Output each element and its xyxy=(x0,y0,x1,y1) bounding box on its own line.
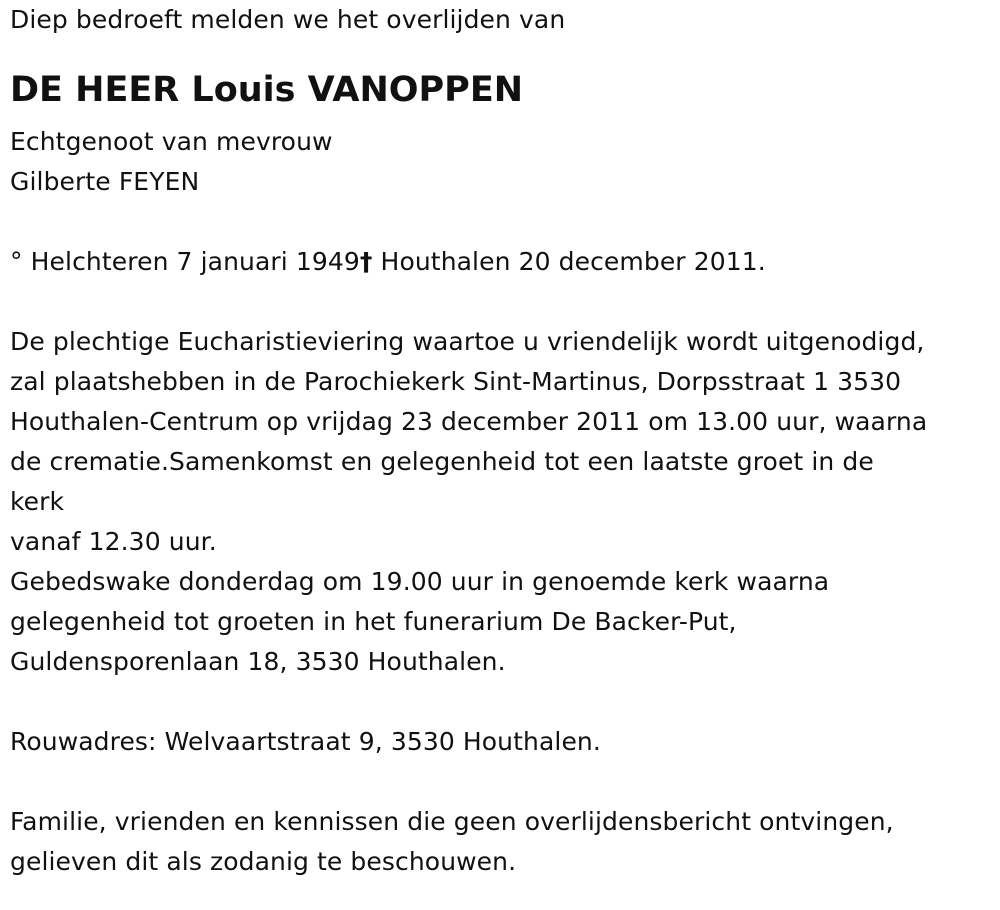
ceremony-line: Houthalen-Centrum op vrijdag 23 december 2011 om 13.00 uur, waarna xyxy=(10,407,928,436)
birth-death-line xyxy=(10,242,995,282)
spacer xyxy=(10,282,995,322)
ceremony-line: Gebedswake donderdag om 19.00 uur in genoemde kerk waarna xyxy=(10,567,830,596)
spacer xyxy=(10,40,995,58)
spacer xyxy=(10,762,995,802)
spacer xyxy=(10,202,995,242)
cross-icon: † xyxy=(359,247,373,276)
spouse-line-1: Echtgenoot van mevrouw xyxy=(10,127,333,156)
spacer xyxy=(10,682,995,722)
death-info: Houthalen 20 december 2011. xyxy=(380,247,766,276)
ceremony-line: kerk xyxy=(10,487,65,516)
deceased-name: DE HEER Louis VANOPPEN xyxy=(10,70,524,110)
closing-line-2: gelieven dit als zodanig te beschouwen. xyxy=(10,847,517,876)
birth-symbol: ° xyxy=(10,247,23,276)
spouse-line-2: Gilberte FEYEN xyxy=(10,167,200,196)
birth-info: Helchteren 7 januari 1949 xyxy=(30,247,360,276)
ceremony-line: zal plaatshebben in de Parochiekerk Sint-Martinus, Dorpsstraat 1 3530 xyxy=(10,367,902,396)
intro-text: Diep bedroeft melden we het overlijden van xyxy=(10,5,566,34)
ceremony-line: De plechtige Eucharistieviering waartoe u vriendelijk wordt uitgenodigd, xyxy=(10,327,925,356)
ceremony-line: vanaf 12.30 uur. xyxy=(10,527,217,556)
mourning-address: Rouwadres: Welvaartstraat 9, 3530 Houthalen. xyxy=(10,727,601,756)
ceremony-line: gelegenheid tot groeten in het funerarium De Backer-Put, xyxy=(10,607,737,636)
ceremony-line: de crematie.Samenkomst en gelegenheid tot een laatste groet in de xyxy=(10,447,874,476)
obituary-notice xyxy=(10,0,995,882)
closing-line-1: Familie, vrienden en kennissen die geen overlijdensbericht ontvingen, xyxy=(10,807,894,836)
ceremony-line: Guldensporenlaan 18, 3530 Houthalen. xyxy=(10,647,506,676)
